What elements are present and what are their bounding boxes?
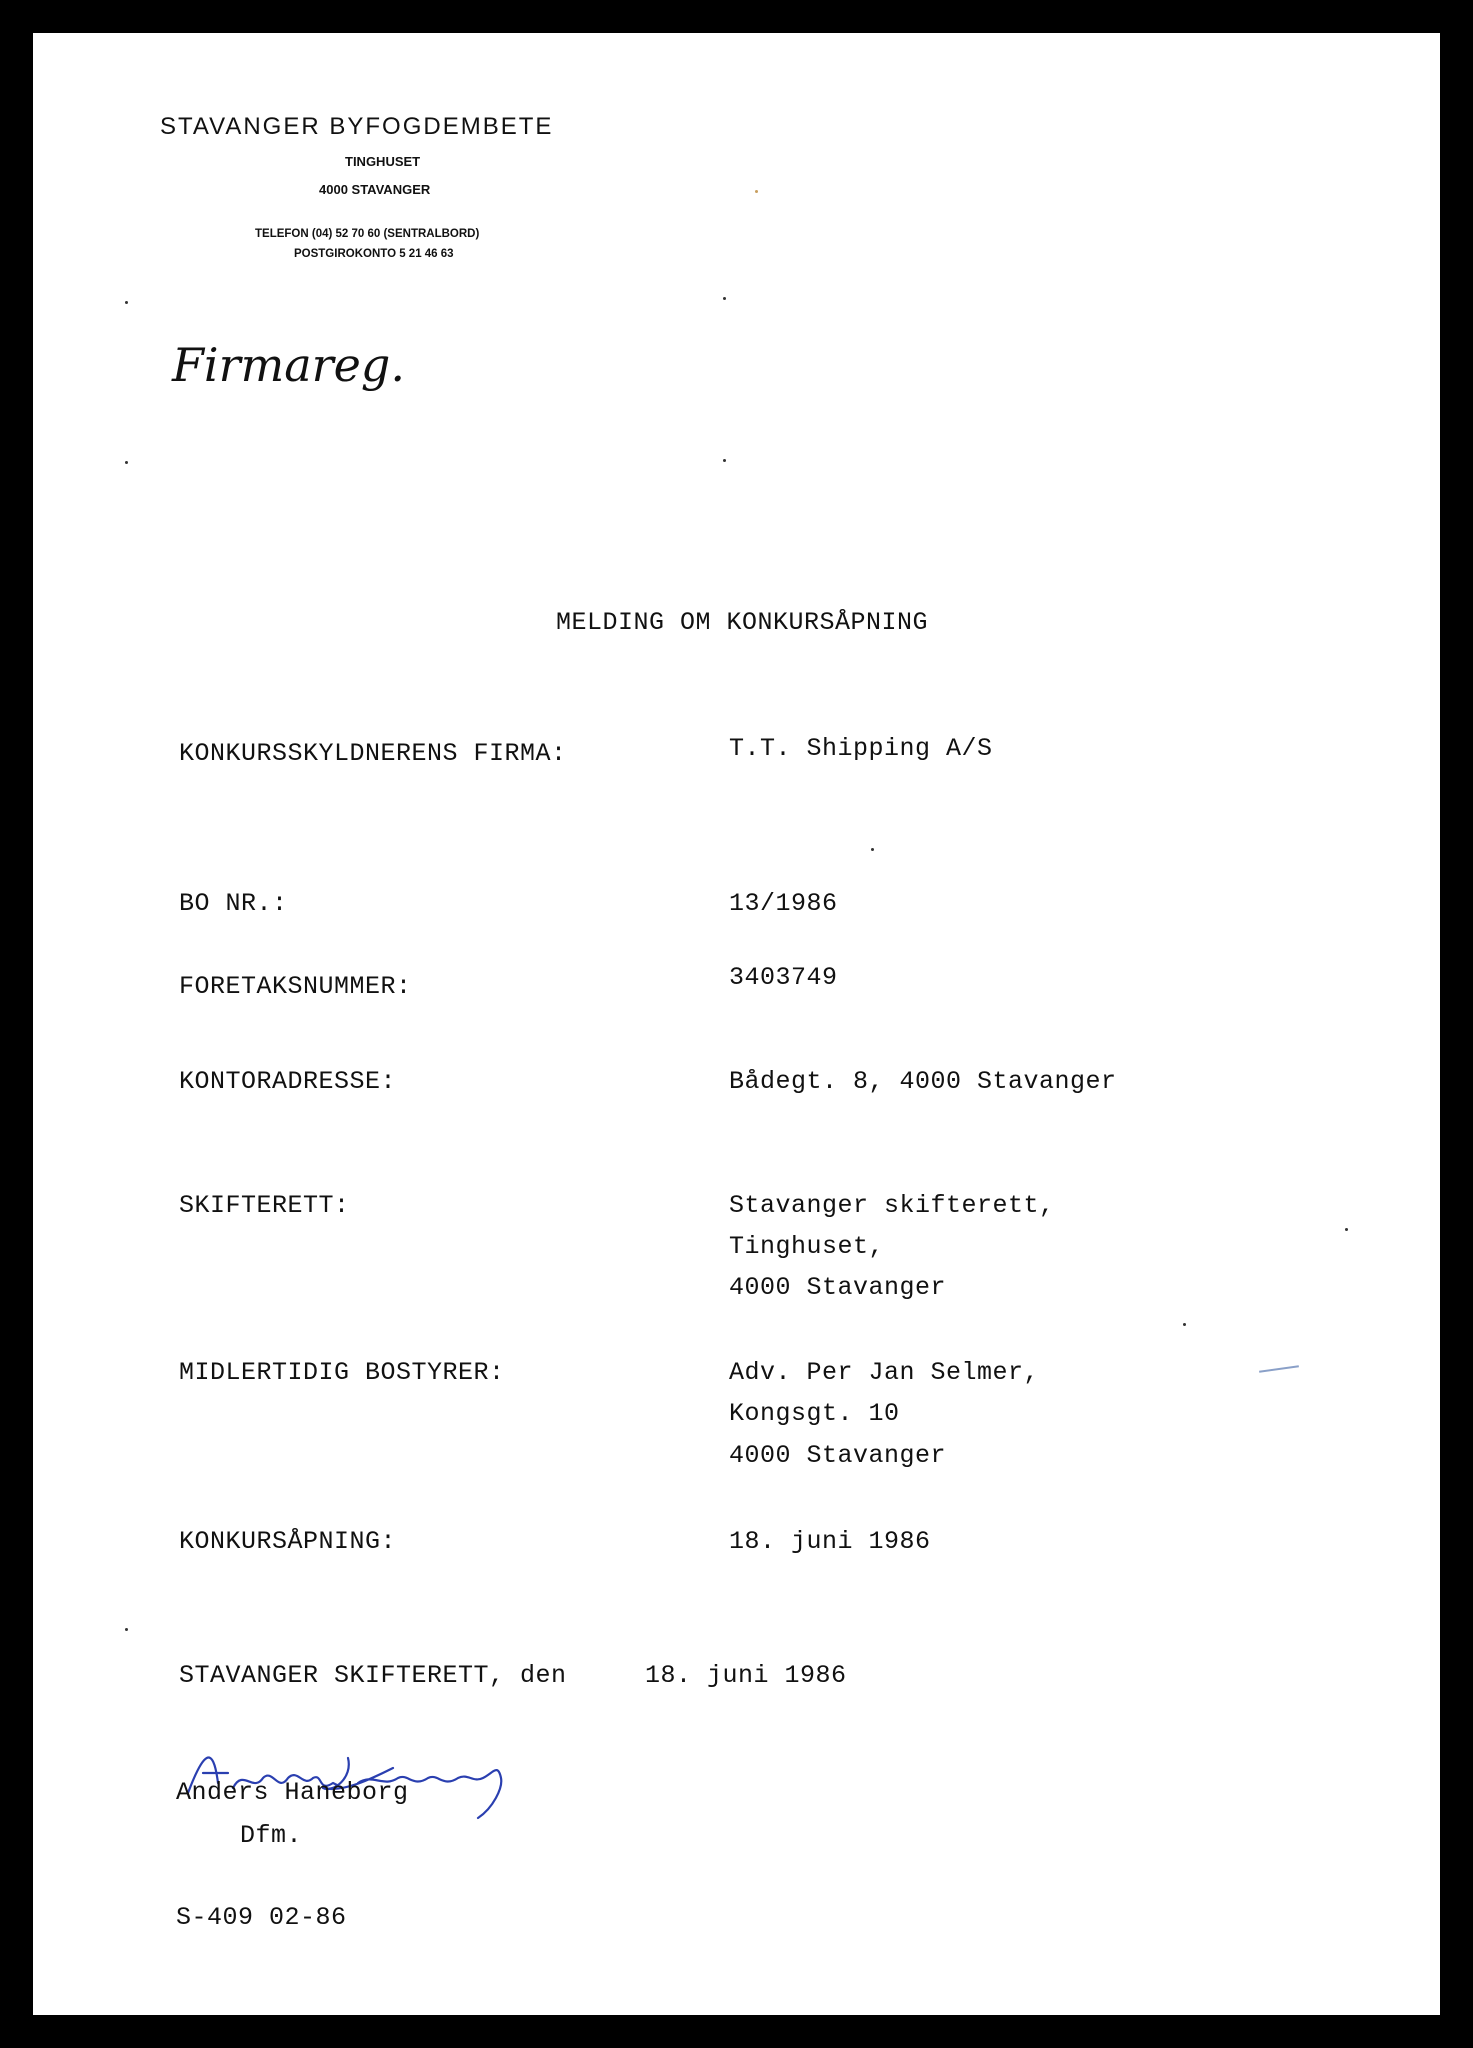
field-value-firma: T.T. Shipping A/S	[729, 734, 993, 763]
field-value-bostyrer-line: 4000 Stavanger	[729, 1441, 947, 1470]
field-value-konkursapning: 18. juni 1986	[729, 1527, 931, 1556]
field-value-bo-nr: 13/1986	[729, 889, 838, 918]
office-name: STAVANGER BYFOGDEMBETE	[160, 113, 554, 140]
field-label-firma: KONKURSSKYLDNERENS FIRMA:	[179, 739, 567, 768]
stray-dot	[871, 848, 874, 851]
field-value-skifterett-line: Tinghuset,	[729, 1232, 885, 1261]
field-label-bostyrer: MIDLERTIDIG BOSTYRER:	[179, 1358, 505, 1387]
letterhead-city: 4000 STAVANGER	[319, 182, 431, 197]
field-value-bostyrer-line: Adv. Per Jan Selmer,	[729, 1358, 1040, 1387]
letterhead-giro: POSTGIROKONTO 5 21 46 63	[294, 248, 454, 260]
fold-mark	[755, 190, 758, 193]
field-value-skifterett-line: Stavanger skifterett,	[729, 1191, 1055, 1220]
field-label-konkursapning: KONKURSÅPNING:	[179, 1527, 397, 1556]
punch-dot	[723, 297, 726, 300]
closing-date: 18. juni 1986	[645, 1661, 847, 1690]
field-label-kontoradresse: KONTORADRESSE:	[179, 1067, 397, 1096]
field-label-skifterett: SKIFTERETT:	[179, 1191, 350, 1220]
stray-mark	[1259, 1365, 1299, 1373]
field-value-bostyrer-line: Kongsgt. 10	[729, 1399, 900, 1428]
document-page	[33, 33, 1440, 2015]
closing-place: STAVANGER SKIFTERETT, den	[179, 1661, 567, 1690]
letterhead-phone: TELEFON (04) 52 70 60 (SENTRALBORD)	[255, 228, 480, 240]
punch-dot	[125, 461, 128, 464]
handwritten-note: Firmareg.	[172, 338, 405, 392]
stray-dot	[125, 1628, 128, 1631]
field-value-foretaksnummer: 3403749	[729, 963, 838, 992]
field-label-foretaksnummer: FORETAKSNUMMER:	[179, 972, 412, 1001]
reference-number: S-409 02-86	[176, 1903, 347, 1932]
signer-name: Anders Haneborg	[176, 1778, 409, 1807]
field-value-kontoradresse: Bådegt. 8, 4000 Stavanger	[729, 1067, 1117, 1096]
letterhead-building: TINGHUSET	[345, 154, 421, 169]
field-value-skifterett-line: 4000 Stavanger	[729, 1273, 947, 1302]
field-label-bo-nr: BO NR.:	[179, 889, 288, 918]
punch-dot	[723, 459, 726, 462]
punch-dot	[125, 301, 128, 304]
signer-title: Dfm.	[240, 1821, 303, 1850]
document-title: MELDING OM KONKURSÅPNING	[556, 608, 929, 637]
stray-dot	[1345, 1228, 1348, 1231]
stray-dot	[1183, 1323, 1186, 1326]
